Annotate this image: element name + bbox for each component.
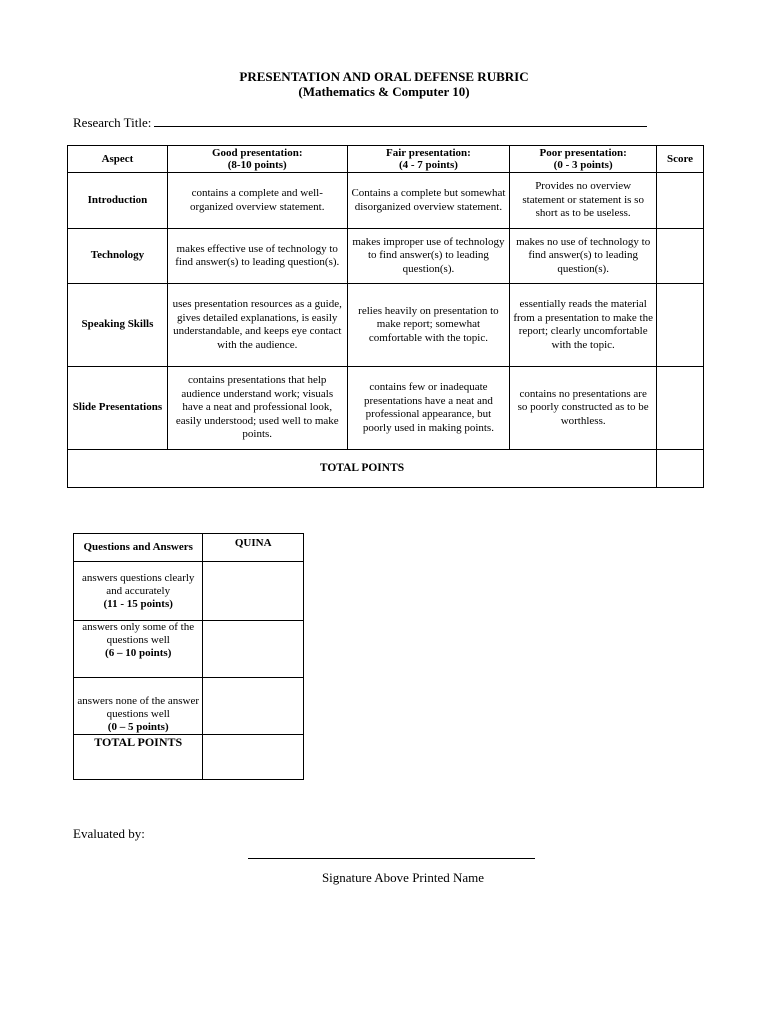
research-title-row bbox=[73, 114, 647, 131]
qa-description bbox=[74, 678, 203, 735]
qa-description-text: answers none of the answer questions well bbox=[77, 695, 199, 720]
header-good bbox=[167, 146, 347, 173]
qa-description bbox=[74, 621, 203, 678]
qa-row bbox=[74, 621, 304, 678]
qa-score-cell[interactable] bbox=[203, 621, 304, 678]
qa-header-right: QUINA bbox=[203, 534, 304, 562]
poor-description: Provides no overview statement or statement is so short as to be useless. bbox=[510, 173, 657, 229]
poor-description: essentially reads the material from a presentation to make the report; clearly uncomfortable with the topic. bbox=[510, 284, 657, 367]
header-aspect: Aspect bbox=[68, 146, 168, 173]
qa-description-text: answers questions clearly and accurately bbox=[82, 571, 195, 597]
aspect-label: Slide Presentations bbox=[68, 367, 168, 450]
qa-header-row bbox=[74, 534, 304, 562]
rubric-row-speaking-skills bbox=[68, 284, 704, 367]
qa-points: (6 – 10 points) bbox=[105, 647, 172, 659]
aspect-label: Speaking Skills bbox=[68, 284, 168, 367]
qa-score-cell[interactable] bbox=[203, 678, 304, 735]
poor-description: contains no presentations are so poorly constructed as to be worthless. bbox=[510, 367, 657, 450]
score-cell[interactable] bbox=[657, 367, 704, 450]
research-title-label: Research Title: bbox=[73, 115, 152, 130]
header-poor-points: (0 - 3 points) bbox=[553, 159, 613, 171]
qa-total-score-cell[interactable] bbox=[203, 735, 304, 780]
header-fair bbox=[347, 146, 510, 173]
qa-description-text: answers only some of the questions well bbox=[82, 621, 195, 646]
qa-table bbox=[73, 533, 304, 780]
score-cell[interactable] bbox=[657, 229, 704, 284]
rubric-total-row bbox=[68, 450, 704, 488]
good-description: makes effective use of technology to find answer(s) to leading question(s). bbox=[167, 229, 347, 284]
qa-row bbox=[74, 562, 304, 621]
qa-points: (11 - 15 points) bbox=[103, 597, 173, 610]
aspect-label: Introduction bbox=[68, 173, 168, 229]
qa-row bbox=[74, 678, 304, 735]
qa-total-row bbox=[74, 735, 304, 780]
score-cell[interactable] bbox=[657, 173, 704, 229]
header-score: Score bbox=[657, 146, 704, 173]
document-subtitle: (Mathematics & Computer 10) bbox=[298, 84, 470, 99]
qa-score-cell[interactable] bbox=[203, 562, 304, 621]
fair-description: contains few or inadequate presentations have a neat and professional appearance, but poorly used in making points. bbox=[347, 367, 510, 450]
rubric-row-introduction bbox=[68, 173, 704, 229]
aspect-label: Technology bbox=[68, 229, 168, 284]
header-fair-label: Fair presentation: bbox=[386, 147, 471, 159]
research-title-blank[interactable] bbox=[154, 114, 647, 127]
rubric-table bbox=[67, 145, 704, 488]
good-description: uses presentation resources as a guide, gives detailed explanations, is easily understandable, and keeps eye contact with the audience. bbox=[167, 284, 347, 367]
fair-description: Contains a complete but somewhat disorganized overview statement. bbox=[347, 173, 510, 229]
rubric-total-label: TOTAL POINTS bbox=[68, 450, 657, 488]
fair-description: relies heavily on presentation to make report; somewhat comfortable with the topic. bbox=[347, 284, 510, 367]
header-good-label: Good presentation: bbox=[211, 147, 303, 159]
header-poor-label: Poor presentation: bbox=[539, 147, 627, 159]
qa-description bbox=[74, 562, 203, 621]
header-good-points: (8-10 points) bbox=[227, 159, 287, 171]
score-cell[interactable] bbox=[657, 284, 704, 367]
qa-total-label: TOTAL POINTS bbox=[74, 735, 203, 780]
document-title: PRESENTATION AND ORAL DEFENSE RUBRIC bbox=[239, 69, 529, 84]
rubric-total-score-cell[interactable] bbox=[657, 450, 704, 488]
good-description: contains presentations that help audience understand work; visuals have a neat and professional look, easily understood; used well to make points. bbox=[167, 367, 347, 450]
poor-description: makes no use of technology to find answer(s) to leading question(s). bbox=[510, 229, 657, 284]
header-poor bbox=[510, 146, 657, 173]
signature-line[interactable] bbox=[248, 858, 535, 859]
rubric-row-slide-presentations bbox=[68, 367, 704, 450]
qa-header-left: Questions and Answers bbox=[74, 534, 203, 562]
signature-caption: Signature Above Printed Name bbox=[321, 870, 485, 885]
evaluated-by-label: Evaluated by: bbox=[73, 826, 145, 841]
rubric-header-row bbox=[68, 146, 704, 173]
qa-points: (0 – 5 points) bbox=[107, 721, 169, 733]
fair-description: makes improper use of technology to find answer(s) to leading question(s). bbox=[347, 229, 510, 284]
rubric-row-technology bbox=[68, 229, 704, 284]
good-description: contains a complete and well-organized overview statement. bbox=[167, 173, 347, 229]
header-fair-points: (4 - 7 points) bbox=[398, 159, 458, 171]
